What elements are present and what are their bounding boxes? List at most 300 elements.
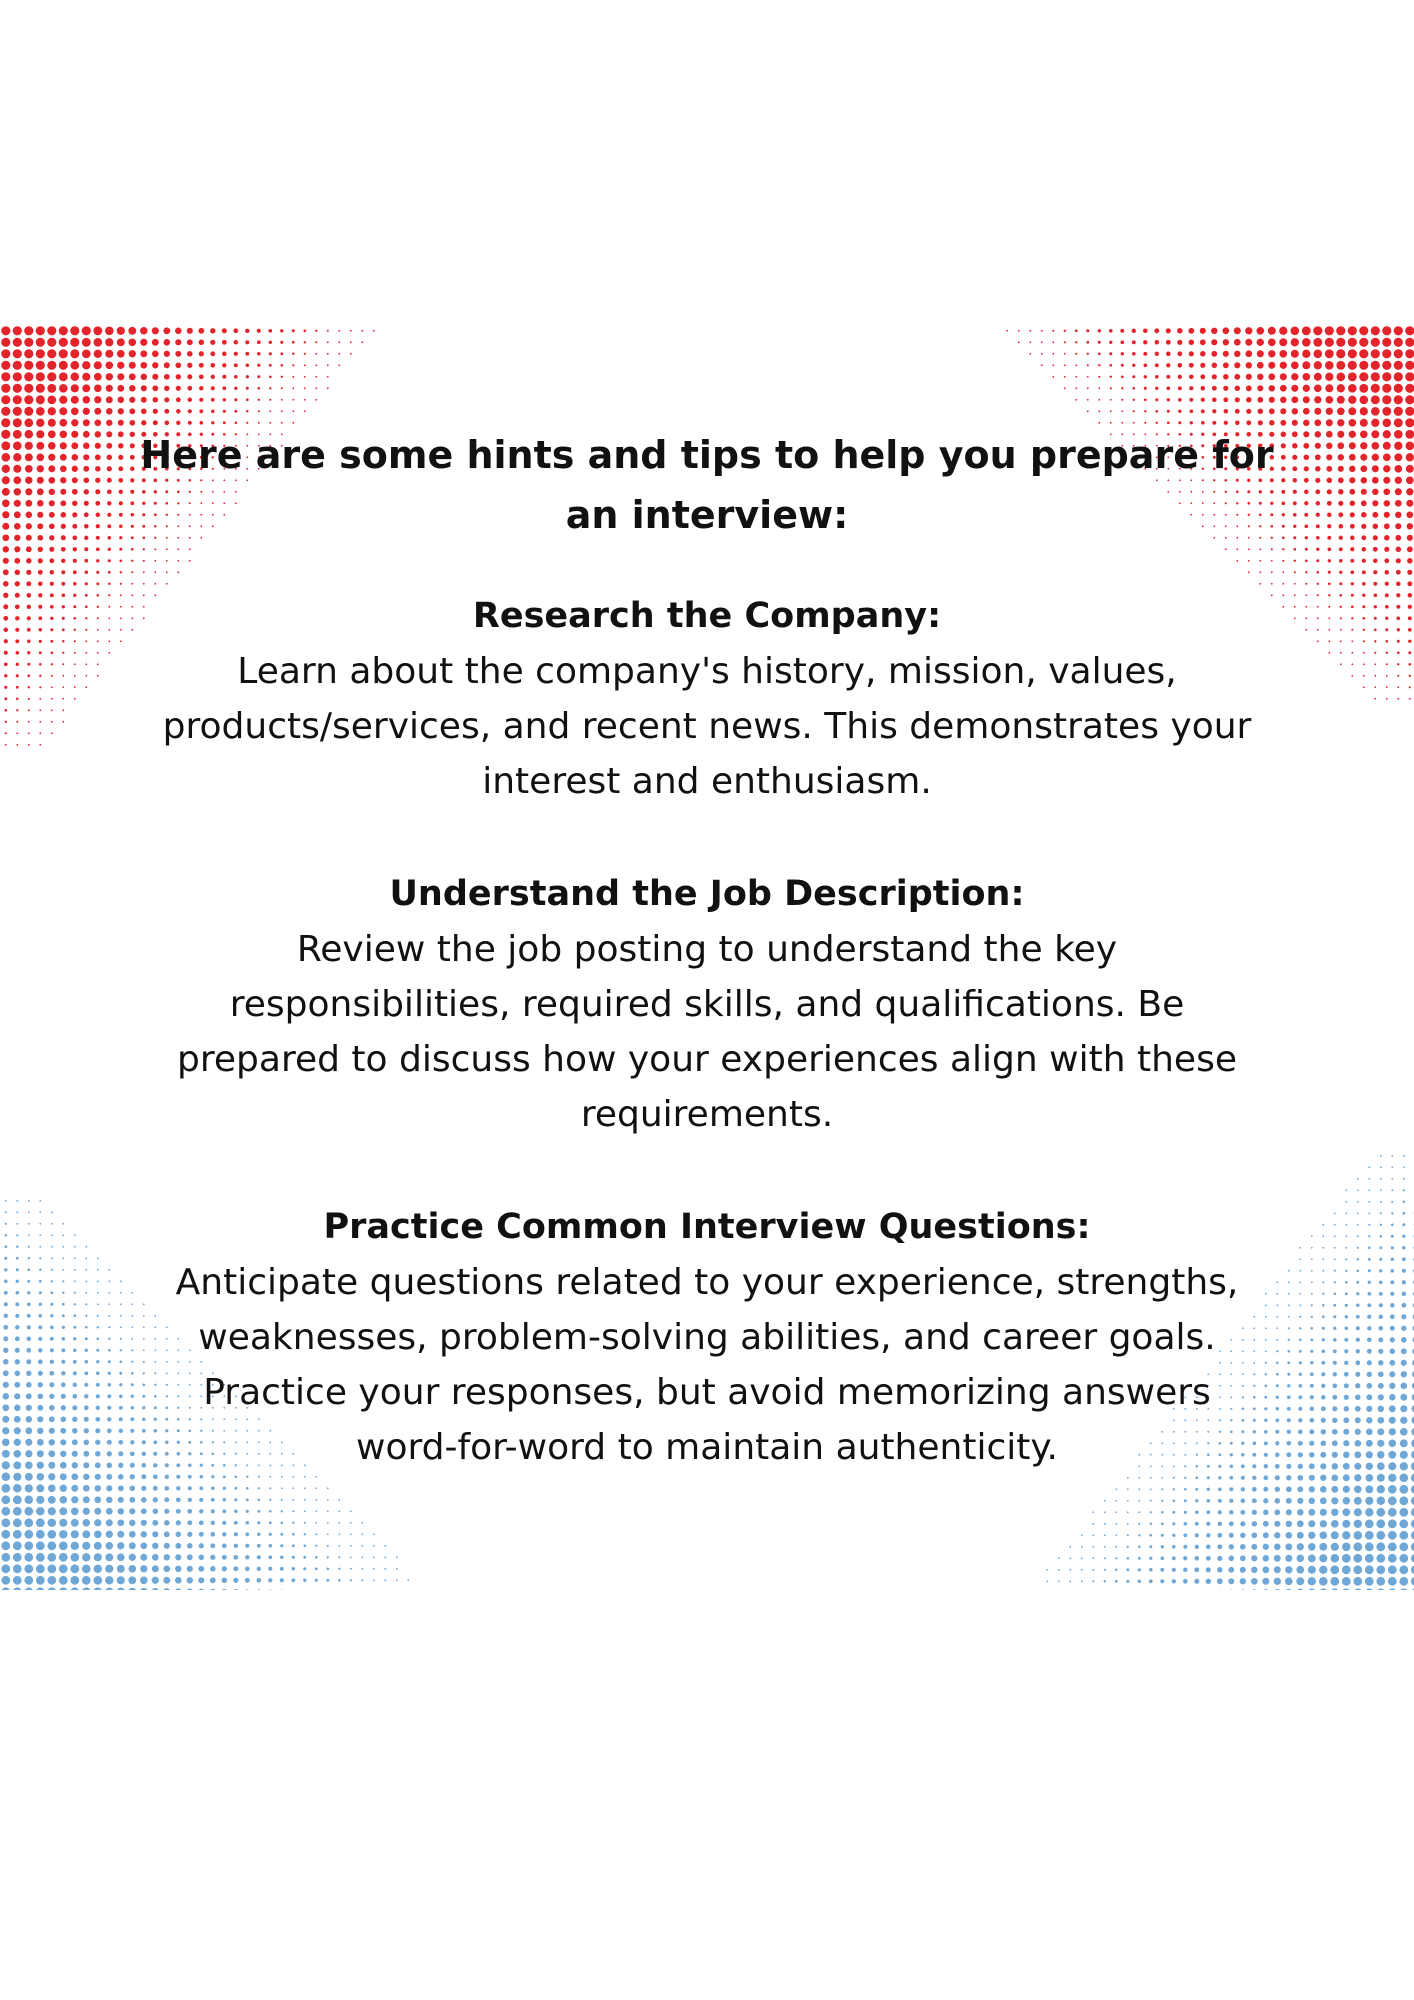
halftone-dot [1268,338,1276,346]
halftone-dot [27,663,30,666]
halftone-dot [269,399,271,401]
halftone-dot [26,581,31,586]
halftone-dot [1303,408,1310,415]
halftone-dot [1403,1178,1405,1180]
halftone-dot [74,686,76,688]
halftone-dot [118,1440,123,1445]
halftone-dot [1064,364,1066,366]
halftone-dot [85,1349,88,1352]
halftone-dot [62,1234,64,1236]
halftone-dot [62,1337,66,1341]
halftone-dot [1223,397,1228,402]
halftone-dot [1400,1439,1408,1447]
halftone-dot [95,454,101,460]
halftone-dot [95,443,101,449]
halftone-dot [28,721,30,723]
halftone-dot [1299,1293,1301,1295]
halftone-dot [1274,1521,1280,1527]
halftone-dot [1353,1565,1362,1574]
halftone-dot [1132,340,1136,344]
halftone-dot [26,593,31,598]
halftone-dot [1282,560,1284,562]
halftone-dot [14,1439,21,1446]
halftone-dot [24,372,33,381]
halftone-dot [315,1579,318,1582]
halftone-dot [315,1533,317,1535]
halftone-dot [62,1280,64,1282]
halftone-dot [1286,1464,1291,1469]
halftone-dot [1391,1189,1393,1191]
halftone-dot [292,329,295,332]
halftone-dot [119,1383,122,1386]
halftone-dot [1332,1440,1338,1446]
halftone-dot [1368,1178,1370,1180]
halftone-dot [1293,478,1298,483]
halftone-dot [1144,398,1147,401]
halftone-dot [1405,349,1414,358]
halftone-dot [1309,1486,1315,1492]
halftone-dot [16,1280,19,1283]
halftone-dot [62,1223,64,1225]
halftone-dot [60,1451,66,1457]
halftone-dot [106,1485,112,1491]
halftone-dot [1388,1485,1397,1494]
halftone-dot [1390,1280,1394,1284]
halftone-dot [1322,1247,1324,1249]
halftone-dot [96,1383,100,1387]
halftone-dot [373,1533,375,1535]
halftone-dot [27,651,30,654]
halftone-dot [94,361,102,369]
halftone-dot [1287,1361,1290,1364]
halftone-dot [120,594,122,596]
halftone-dot [1257,385,1263,391]
halftone-dot [97,1280,99,1282]
halftone-dot [118,443,123,448]
halftone-dot [1380,1212,1382,1214]
halftone-dot [1368,1269,1371,1272]
halftone-dot [118,478,123,483]
halftone-dot [61,570,65,574]
halftone-dot [94,408,101,415]
halftone-dot [1274,1532,1280,1538]
halftone-dot [1394,430,1403,439]
halftone-dot [1069,1557,1071,1559]
halftone-dot [1276,1362,1279,1365]
halftone-dot [257,1555,261,1559]
halftone-dot [82,361,90,369]
halftone-dot [82,1553,90,1561]
halftone-dot [27,616,31,620]
halftone-dot [62,605,65,608]
halftone-dot [281,376,283,378]
halftone-dot [1322,1258,1324,1260]
halftone-dot [210,328,215,333]
halftone-dot [1322,1327,1325,1330]
halftone-dot [37,500,44,507]
halftone-dot [1109,352,1112,355]
halftone-dot [1109,329,1113,333]
halftone-dot [131,1383,134,1386]
halftone-dot [96,582,99,585]
halftone-dot [1282,536,1285,539]
halftone-dot [16,1234,18,1236]
halftone-dot [84,524,89,529]
halftone-dot [1104,1557,1106,1559]
halftone-dot [1239,1589,1246,1590]
halftone-dot [1310,1338,1313,1341]
halftone-dot [16,732,18,734]
halftone-dot [1405,395,1414,404]
halftone-dot [1286,1486,1292,1492]
halftone-dot [1138,1557,1141,1560]
halftone-dot [1338,466,1344,472]
halftone-dot [1298,1441,1303,1446]
halftone-dot [26,1382,32,1388]
halftone-dot [97,629,99,631]
halftone-dot [1327,501,1332,506]
halftone-dot [327,353,329,355]
halftone-dot [1223,386,1228,391]
halftone-dot [62,698,64,700]
halftone-dot [1268,327,1276,335]
halftone-dot [83,443,90,450]
halftone-dot [1246,409,1251,414]
halftone-dot [1276,1350,1278,1352]
halftone-dot [61,1394,66,1399]
halftone-dot [1409,698,1411,700]
halftone-dot [2,511,9,518]
halftone-dot [1333,1338,1337,1342]
halftone-dot [315,364,317,366]
halftone-dot [128,327,136,335]
halftone-dot [28,698,30,700]
halftone-dot [1285,1532,1292,1539]
halftone-dot [1321,1441,1327,1447]
tips-content [140,425,1274,1533]
halftone-dot [1298,1384,1302,1388]
halftone-dot [1212,398,1217,403]
halftone-dot [1362,582,1366,586]
halftone-dot [62,1314,65,1317]
halftone-dot [1317,629,1319,631]
halftone-dot [1394,372,1403,381]
halftone-dot [62,1269,64,1271]
halftone-dot [396,1556,398,1558]
halftone-dot [73,594,76,597]
halftone-dot [1355,1429,1361,1435]
halftone-dot [1245,327,1252,334]
halftone-dot [70,361,79,370]
halftone-dot [84,1440,90,1446]
halftone-dot [38,558,43,563]
halftone-dot [1228,1578,1234,1584]
halftone-dot [62,721,64,723]
halftone-dot [373,1579,375,1581]
halftone-dot [1172,1568,1176,1572]
halftone-dot [1391,1235,1394,1238]
halftone-dot [152,1577,159,1584]
halftone-dot [38,1337,42,1341]
halftone-dot [16,698,19,701]
halftone-dot [25,442,33,450]
halftone-dot [175,328,181,334]
halftone-dot [1294,583,1296,585]
halftone-dot [1320,1486,1327,1493]
halftone-dot [72,477,78,483]
halftone-dot [187,374,192,379]
halftone-dot [1294,560,1296,562]
halftone-dot [2,1404,9,1411]
halftone-dot [1406,465,1414,473]
halftone-dot [1351,675,1353,677]
halftone-dot [1360,430,1368,438]
halftone-dot [130,1417,134,1421]
halftone-dot [1269,397,1275,403]
halftone-dot [1,1530,10,1539]
halftone-dot [39,744,41,746]
halftone-dot [1397,628,1400,631]
halftone-dot [1308,1543,1316,1551]
halftone-dot [1276,1339,1278,1341]
halftone-dot [1328,652,1330,654]
halftone-dot [84,1417,89,1422]
halftone-dot [13,349,22,358]
halftone-dot [26,1348,31,1353]
halftone-dot [38,570,43,575]
halftone-dot [85,663,87,665]
halftone-dot [1399,1496,1408,1505]
halftone-dot [1194,1567,1199,1572]
halftone-dot [1405,361,1414,370]
halftone-dot [152,385,158,391]
halftone-dot [1041,364,1043,366]
halftone-dot [1282,548,1284,550]
halftone-dot [1321,1384,1325,1388]
halftone-dot [1314,419,1321,426]
halftone-dot [304,1533,306,1535]
halftone-dot [1351,617,1353,619]
halftone-dot [119,1372,122,1375]
halftone-dot [128,1588,136,1590]
halftone-dot [1383,442,1391,450]
halftone-dot [1144,422,1146,424]
halftone-dot [119,1406,123,1410]
halftone-dot [280,1567,284,1571]
halftone-dot [211,398,215,402]
halftone-dot [37,1405,43,1411]
halftone-dot [1206,1533,1210,1537]
halftone-dot [129,1531,136,1538]
halftone-dot [1276,1304,1278,1306]
halftone-dot [95,1440,100,1445]
halftone-dot [1361,500,1367,506]
halftone-dot [1189,375,1194,380]
halftone-dot [27,1268,30,1271]
halftone-dot [1350,559,1354,563]
halftone-dot [3,1325,8,1330]
halftone-dot [269,364,272,367]
halftone-dot [72,1394,77,1399]
halftone-dot [1161,1545,1164,1548]
halftone-dot [1087,376,1089,378]
halftone-dot [13,476,21,484]
halftone-dot [95,1417,100,1422]
halftone-dot [1379,1258,1382,1261]
halftone-dot [117,385,124,392]
halftone-dot [26,523,32,529]
halftone-dot [1319,1531,1327,1539]
halftone-dot [47,326,56,335]
halftone-dot [1081,1580,1083,1582]
halftone-dot [163,1588,170,1590]
halftone-dot [1178,375,1182,379]
halftone-dot [175,1543,181,1549]
halftone-dot [187,386,192,391]
halftone-dot [1383,465,1390,472]
halftone-dot [1132,375,1135,378]
halftone-dot [1303,396,1310,403]
halftone-dot [1200,363,1205,368]
halftone-dot [140,327,148,335]
halftone-dot [1401,1360,1407,1366]
halftone-dot [72,1405,77,1410]
halftone-dot [245,1555,249,1559]
halftone-dot [37,477,44,484]
halftone-dot [222,1543,227,1548]
halftone-dot [140,350,147,357]
halftone-dot [1069,1569,1071,1571]
halftone-dot [1258,409,1264,415]
halftone-dot [1092,1546,1094,1548]
halftone-dot [1310,1384,1314,1388]
halftone-dot [106,420,112,426]
halftone-dot [1087,410,1089,412]
halftone-dot [13,384,22,393]
halftone-dot [1177,340,1182,345]
halftone-dot [1279,327,1287,335]
halftone-dot [1240,1555,1246,1561]
halftone-dot [1310,1327,1313,1330]
halftone-dot [1287,1384,1290,1387]
halftone-dot [1365,1577,1374,1586]
halftone-dot [74,1269,76,1271]
halftone-dot [131,594,133,596]
halftone-dot [1409,675,1411,677]
halftone-dot [60,1473,67,1480]
halftone-dot [1304,478,1309,483]
halftone-dot [73,1383,77,1387]
halftone-dot [1399,1542,1408,1551]
halftone-dot [1408,616,1412,620]
halftone-dot [1334,1224,1336,1226]
halftone-dot [1297,1486,1303,1492]
halftone-dot [118,431,124,437]
halftone-dot [1401,1383,1408,1390]
halftone-dot [1337,373,1346,382]
halftone-dot [1234,362,1240,368]
halftone-dot [1366,1451,1373,1458]
halftone-dot [1319,1577,1328,1586]
halftone-dot [1285,1589,1293,1590]
halftone-dot [1154,328,1159,333]
halftone-dot [1281,490,1285,494]
halftone-dot [28,686,30,688]
halftone-dot [1308,1532,1315,1539]
halftone-dot [1132,364,1135,367]
halftone-dot [1075,341,1077,343]
halftone-dot [1156,422,1158,424]
halftone-dot [1251,1532,1257,1538]
halftone-dot [1160,1568,1164,1572]
halftone-dot [1058,1557,1060,1559]
halftone-dot [51,1211,53,1213]
halftone-dot [24,1553,33,1562]
halftone-dot [1322,1270,1324,1272]
halftone-dot [120,1280,122,1282]
halftone-dot [1,1484,10,1493]
halftone-dot [152,1543,158,1549]
halftone-dot [1,1518,10,1527]
halftone-dot [71,442,78,449]
halftone-dot [1328,606,1330,608]
halftone-dot [62,709,64,711]
halftone-dot [107,524,111,528]
halftone-dot [1286,1509,1292,1515]
halftone-dot [1399,1473,1408,1482]
halftone-dot [1353,1554,1362,1563]
halftone-dot [233,1589,239,1590]
halftone-dot [1376,1588,1385,1590]
halftone-dot [94,419,101,426]
halftone-dot [2,1416,9,1423]
halftone-dot [1402,1246,1406,1250]
halftone-dot [234,398,237,401]
halftone-dot [59,372,68,381]
halftone-dot [71,419,78,426]
halftone-dot [50,1348,54,1352]
tip-section [140,589,1274,809]
halftone-dot [3,581,9,587]
halftone-dot [1297,1555,1305,1563]
halftone-dot [131,606,133,608]
halftone-dot [257,1567,261,1571]
halftone-dot [1311,1304,1313,1306]
halftone-dot [210,1589,216,1590]
halftone-dot [97,1257,99,1259]
halftone-dot [48,1473,55,1480]
halftone-dot [24,349,33,358]
halftone-dot [1098,410,1100,412]
halftone-dot [62,675,64,677]
halftone-dot [106,396,113,403]
halftone-dot [350,341,352,343]
halftone-dot [1394,338,1403,347]
halftone-dot [1378,1326,1383,1331]
halftone-dot [1217,1578,1223,1584]
halftone-dot [1200,351,1206,357]
halftone-dot [36,338,45,347]
halftone-dot [13,1553,22,1562]
halftone-dot [1286,1475,1291,1480]
halftone-dot [245,1566,250,1571]
halftone-dot [1305,629,1307,631]
halftone-dot [1064,341,1066,343]
halftone-dot [1302,361,1310,369]
halftone-dot [1320,1497,1327,1504]
halftone-dot [37,488,44,495]
halftone-dot [1240,1533,1245,1538]
